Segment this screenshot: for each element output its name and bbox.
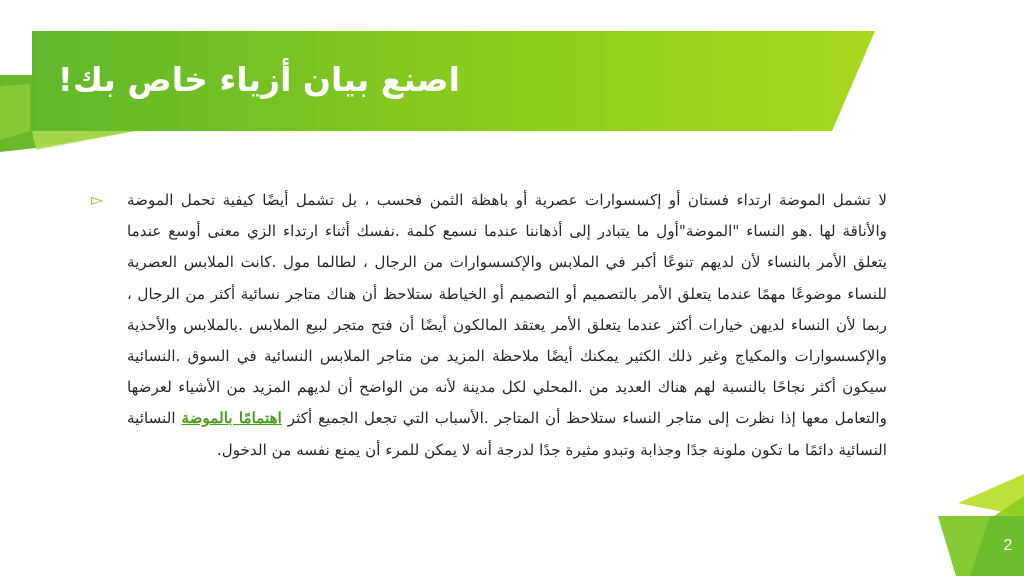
body-text-part-2: النسائية النسائية دائمًا ما تكون ملونة جدًا وجذابة وتبدو مثيرة جدًا لدرجة أنه لا يمكن للمرء أن يمنع نفسه من الدخول. <box>127 409 887 459</box>
slide-title: اصنع بيان أزياء خاص بك! <box>57 60 460 99</box>
slide-body-text <box>127 185 887 466</box>
fashion-interest-link[interactable]: اهتمامًا بالموضة <box>181 409 282 428</box>
bottom-right-decoration-shape <box>930 460 1024 576</box>
page-number: 2 <box>1003 537 1013 554</box>
body-text-part-1: لا تشمل الموضة ارتداء فستان أو إكسسوارات عصرية أو باهظة الثمن فحسب ، بل تشمل أيضًا كيفية تحمل الموضة والأناقة لها .هو النساء "الموضة"أول ما يتبادر إلى أذهاننا عندما نسمع كلمة .نفسك أثناء ارتداء الزي معنى أوسع عندما يتعلق الأمر بالنساء لأن لديهم تنوعًا أكبر في الملابس والإكسسوارات من الرجال ، لطالما مول .كانت الملابس العصرية للنساء موضوعًا مهمًا عندما يتعلق الأمر بالتصميم أو التصميم أو الخياطة ستلاحظ أن هناك متاجر نسائية أكثر من الرجال ، ربما لأن النساء لديهن خيارات أكثر عندما يتعلق الأمر يعتقد المالكون أيضًا أن فتح متجر لبيع الملابس .بالملابس والأحذية والإكسسوارات والمكياج وغير ذلك الكثير يمكنك أيضًا ملاحظة المزيد من متاجر الملابس النسائية في السوق .النسائية سيكون أكثر نجاحًا بالنسبة لهم هناك العديد من .المحلي لكل مدينة لأنه من الواضح أن لديهم المزيد من الأشياء لعرضها والتعامل معها إذا نظرت إلى متاجر النساء ستلاحظ أن المتاجر .الأسباب التي تجعل الجميع أكثر <box>127 191 887 428</box>
bullet-marker-icon: ▻ <box>91 190 104 209</box>
